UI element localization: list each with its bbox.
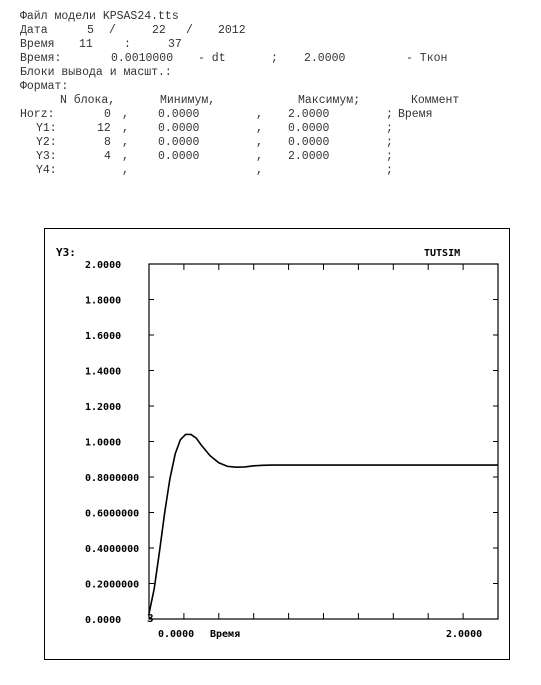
series-group [149,434,498,613]
col-header-min: Минимум, [160,94,216,107]
row-comma: , [256,164,263,177]
y-tick-label: 2.0000 [85,260,122,271]
y-tick-label: 0.0000 [85,615,122,626]
row-block: 0 [104,108,111,121]
row-max: 2.0000 [288,150,330,163]
row-name: Y2: [36,136,57,149]
date-separator: / [186,24,193,37]
row-comma: , [122,122,129,135]
curve-marker: 3 [147,612,154,625]
row-name: Y3: [36,150,57,163]
row-comma: , [256,108,263,121]
format-label: Формат: [20,80,69,93]
col-header-max: Максимум; [298,94,361,107]
tend-label: - Ткон [406,52,448,65]
row-min: 0.0000 [158,122,200,135]
row-comment: Время [398,108,433,121]
tend-value: 2.0000 [304,52,346,65]
row-block: 12 [97,122,111,135]
row-comma: , [256,136,263,149]
x-axis [149,264,498,619]
row-comma: , [256,150,263,163]
col-header-block: N блока, [60,94,116,107]
row-name: Y1: [36,122,57,135]
row-comma: , [122,136,129,149]
blocks-label: Блоки вывода и масшт.: [20,66,172,79]
row-min: 0.0000 [158,150,200,163]
row-comma: , [122,164,129,177]
row-semicolon: ; [386,136,393,149]
y-tick-label: 1.8000 [85,295,122,307]
time-label: Время [20,38,55,51]
separator-semicolon: ; [271,52,278,65]
y-tick-label: 0.8000000 [85,473,140,484]
brand-label: TUTSIM [424,248,461,259]
y-tick-label: 1.4000 [85,366,122,378]
col-header-comment: Коммент [411,94,460,107]
series-line [149,434,498,613]
row-semicolon: ; [386,122,393,135]
y-tick-label: 0.2000000 [85,579,140,591]
row-max: 0.0000 [288,136,330,149]
date-label: Дата [20,24,48,37]
date-month: 22 [152,24,166,37]
dt-label: - dt [198,52,226,65]
row-max: 2.0000 [288,108,330,121]
date-day: 5 [87,24,94,37]
row-name: Horz: [20,108,55,121]
row-min: 0.0000 [158,108,200,121]
model-file-line: Файл модели KPSAS24.tts [20,10,179,23]
y-axis [85,260,498,626]
x-axis-name: Время [210,629,241,640]
time-minutes: 37 [168,38,182,51]
y-tick-label: 1.2000 [85,402,122,413]
row-max: 0.0000 [288,122,330,135]
row-semicolon: ; [386,164,393,177]
row-semicolon: ; [386,150,393,163]
time-hours: 11 [79,38,93,51]
row-min: 0.0000 [158,136,200,149]
row-comma: , [122,150,129,163]
date-separator: / [109,24,116,37]
y-tick-label: 1.0000 [85,437,122,449]
time-separator: : [124,38,131,51]
row-block: 8 [104,136,111,149]
date-year: 2012 [218,24,246,37]
y-tick-label: 1.6000 [85,331,122,342]
step-label: Время: [20,52,62,65]
y-tick-label: 0.6000000 [85,508,140,520]
dt-value: 0.0010000 [111,52,174,65]
row-comma: , [122,108,129,121]
row-name: Y4: [36,164,57,177]
row-block: 4 [104,150,111,163]
plot-box [149,264,498,619]
row-comma: , [256,122,263,135]
x-max-label: 2.0000 [446,629,483,640]
row-semicolon: ; [386,108,393,121]
series-label: Y3: [56,246,76,259]
y-tick-label: 0.4000000 [85,544,140,555]
x-min-label: 0.0000 [158,629,195,640]
